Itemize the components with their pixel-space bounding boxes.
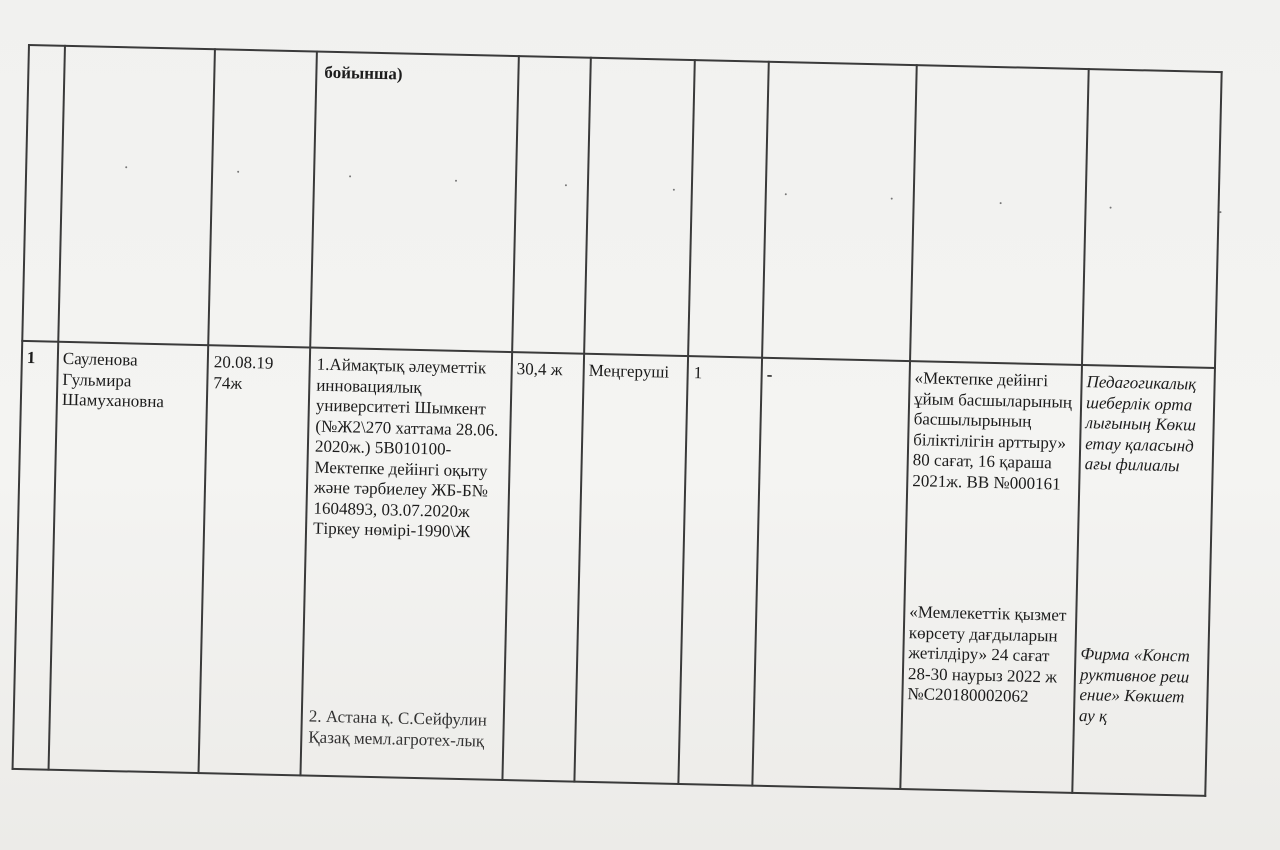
position: Меңгеруші xyxy=(588,360,670,382)
col-border xyxy=(751,61,769,787)
scan-dot xyxy=(349,175,351,177)
scan-dot xyxy=(565,184,567,186)
col-border xyxy=(677,59,695,785)
organization-1: Педагогикалық шеберлік орталығының Көкшетау қаласындағы филиалы xyxy=(1084,372,1197,476)
col-border xyxy=(501,55,519,781)
col-border xyxy=(573,57,591,783)
education-1: 1.Аймақтық әлеуметтік инновациялық университеті Шымкент (№Ж2\270 хаттама 28.06. 2020ж.) 5B010100-Мектепке дейінгі оқыту және тәрбиелеу ЖБ-Б№ 1604893, 03.07.2020ж Тіркеу нөмірі-1990\Ж xyxy=(312,354,499,542)
row-number: 1 xyxy=(26,348,36,368)
scan-dot xyxy=(125,166,127,168)
category: 1 xyxy=(693,363,703,383)
scan-dot xyxy=(1219,211,1221,213)
scan-dot xyxy=(455,180,457,182)
employee-name: Сауленова Гульмира Шамухановна xyxy=(61,348,165,412)
organization-2: Фирма «Конструктивное решение» Көкшетау қ xyxy=(1078,644,1190,726)
document-table xyxy=(11,44,1223,827)
scan-dot xyxy=(673,189,675,191)
course-1: «Мектепке дейінгі ұйым басшыларының басшылырының біліктілігін арттыру» 80 сағат, 16 қараша 2021ж. ВВ №000161 xyxy=(912,368,1073,494)
scan-dot xyxy=(891,198,893,200)
scan-dot xyxy=(237,171,239,173)
birth-date: 20.08.1974ж xyxy=(213,352,274,393)
table-top-border xyxy=(28,44,1223,73)
scan-dot xyxy=(1110,207,1112,209)
header-col3-text: бойынша) xyxy=(324,62,403,84)
course-2: «Мемлекеттік қызмет көрсету дағдыларын жетілдіру» 24 сағат 28-30 наурыз 2022 ж №С20180002062 xyxy=(907,602,1067,706)
col-border xyxy=(12,44,30,770)
scan-dot xyxy=(1000,202,1002,204)
table-bottom-border xyxy=(12,768,1207,797)
dash-value: - xyxy=(766,364,773,384)
scan-dot xyxy=(785,193,787,195)
col-border xyxy=(1204,71,1222,797)
education-2: 2. Астана қ. С.Сейфулин Қазақ мемл.агротех-лық xyxy=(308,706,488,751)
work-experience: 30,4 ж xyxy=(516,359,563,380)
